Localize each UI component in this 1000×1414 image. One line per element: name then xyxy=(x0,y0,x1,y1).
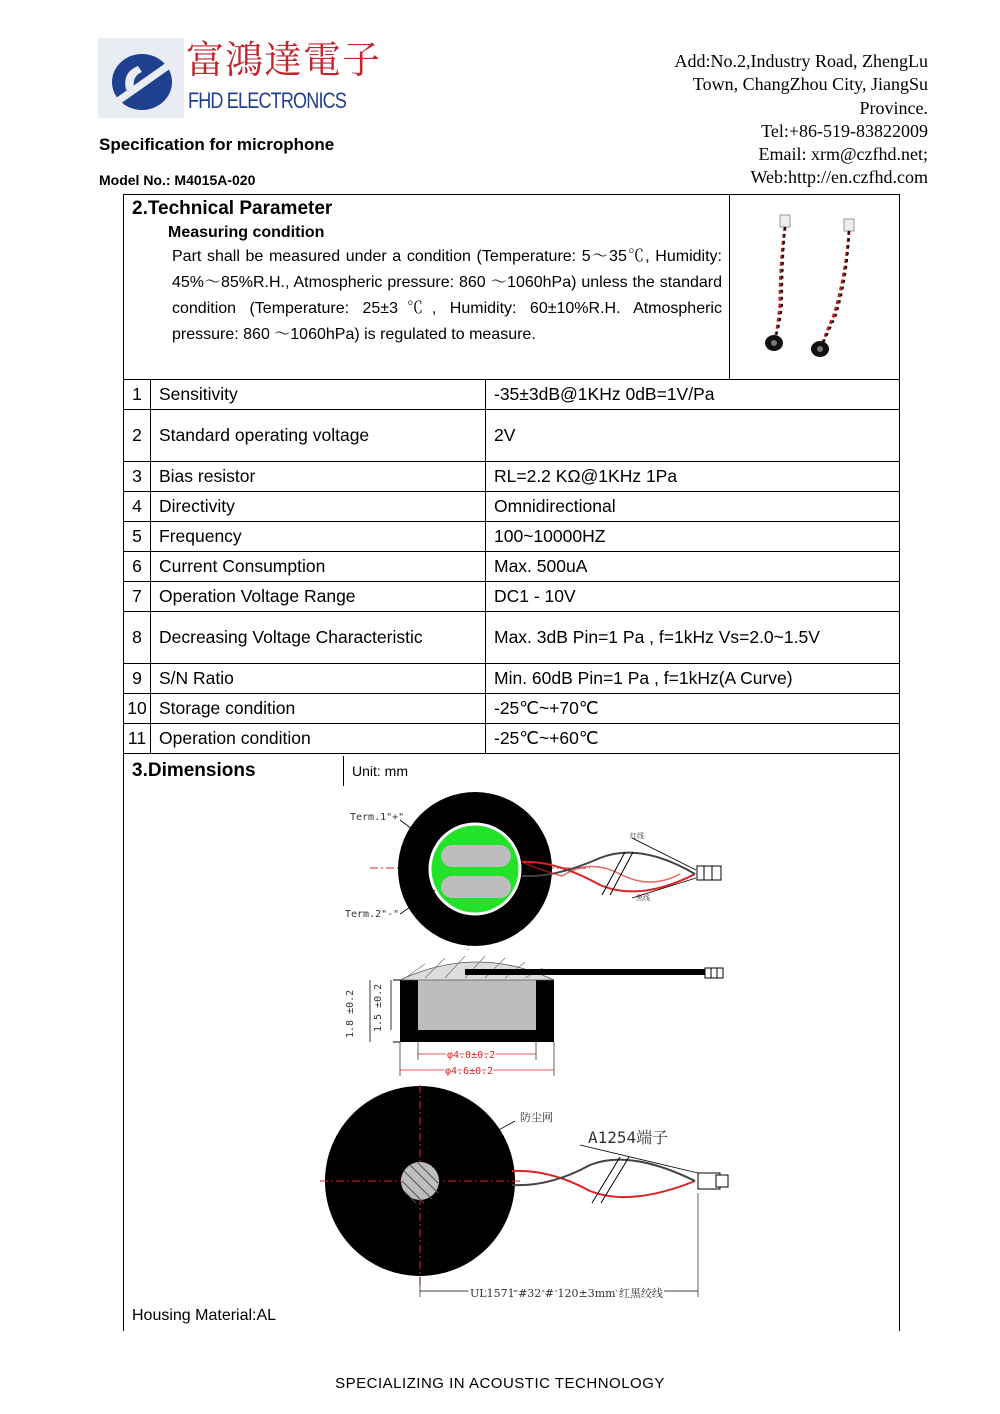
housing-material: Housing Material:AL xyxy=(132,1307,277,1324)
table-row xyxy=(124,462,900,492)
row-number: 6 xyxy=(124,552,151,582)
param-name: Bias resistor xyxy=(151,462,486,492)
website: Web:http://en.czfhd.com xyxy=(750,167,928,188)
row-number: 1 xyxy=(124,380,151,410)
row-number: 4 xyxy=(124,492,151,522)
table-row xyxy=(124,582,900,612)
param-name: Frequency xyxy=(151,522,486,552)
param-value: -25℃~+70℃ xyxy=(486,694,900,724)
logo-mark-icon xyxy=(98,38,184,118)
measuring-condition-heading: Measuring condition xyxy=(168,224,325,241)
parameters-table xyxy=(123,379,900,754)
table-row xyxy=(124,694,900,724)
wire-black-label: 黑线 xyxy=(636,894,650,902)
measuring-condition-text: Part shall be measured under a condition (Temperature: 5～35℃, Humidity: 45%～85%R.H., Atmospheric pressure: 860 ～1060hPa) unless the standard condition (Temperature: 25±3℃, Humidity: 60±10%R.H. Atmospheric pressure: 860 ～1060hPa) is regulated to measure. xyxy=(172,248,722,343)
param-name: Operation Voltage Range xyxy=(151,582,486,612)
term2-label: Term.2"-" xyxy=(345,909,400,920)
model-number: Model No.: M4015A-020 xyxy=(99,172,256,188)
microphone-photo xyxy=(736,205,896,375)
cable-label: UL1571 #32 # 120±3mm 红黑绞线 xyxy=(470,1287,664,1300)
term1-label: Term.1"+" xyxy=(350,812,405,823)
dia-outer-label: φ4.6±0.2 xyxy=(445,1066,494,1077)
param-name: S/N Ratio xyxy=(151,664,486,694)
table-row xyxy=(124,492,900,522)
height-inner-label: 1.5 ±0.2 xyxy=(373,983,384,1032)
param-value: 2V xyxy=(486,410,900,462)
param-value: RL=2.2 KΩ@1KHz 1Pa xyxy=(486,462,900,492)
row-number: 2 xyxy=(124,410,151,462)
unit-label: Unit: mm xyxy=(352,763,408,779)
dia-inner-label: φ4.0±0.2 xyxy=(447,1050,496,1061)
param-name: Sensitivity xyxy=(151,380,486,410)
company-address xyxy=(675,50,928,190)
row-number: 8 xyxy=(124,612,151,664)
param-name: Operation condition xyxy=(151,724,486,754)
param-value: Min. 60dB Pin=1 Pa , f=1kHz(A Curve) xyxy=(486,664,900,694)
table-row xyxy=(124,552,900,582)
param-name: Storage condition xyxy=(151,694,486,724)
connector-label: A1254端子 xyxy=(588,1128,669,1147)
table-row xyxy=(124,410,900,462)
email: Email: xrm@czfhd.net; xyxy=(758,144,928,165)
param-value: Omnidirectional xyxy=(486,492,900,522)
table-row xyxy=(124,522,900,552)
telephone: Tel:+86-519-83822009 xyxy=(761,120,928,141)
row-number: 5 xyxy=(124,522,151,552)
top-view-drawing xyxy=(340,790,740,950)
height-outer-label: 1.8 ±0.2 xyxy=(345,989,356,1038)
divider xyxy=(729,194,730,380)
table-row xyxy=(124,612,900,664)
row-number: 7 xyxy=(124,582,151,612)
document-title: Specification for microphone xyxy=(99,135,335,154)
company-logo xyxy=(98,38,382,118)
param-value: -35±3dB@1KHz 0dB=1V/Pa xyxy=(486,380,900,410)
wire-red-label: 红线 xyxy=(630,832,644,840)
bottom-view-drawing xyxy=(320,1085,760,1305)
footer-tagline: SPECIALIZING IN ACOUSTIC TECHNOLOGY xyxy=(335,1375,665,1392)
table-row xyxy=(124,380,900,410)
param-value: DC1 - 10V xyxy=(486,582,900,612)
param-name: Standard operating voltage xyxy=(151,410,486,462)
param-value: 100~10000HZ xyxy=(486,522,900,552)
param-name: Current Consumption xyxy=(151,552,486,582)
row-number: 9 xyxy=(124,664,151,694)
row-number: 3 xyxy=(124,462,151,492)
company-name-cn: 富鴻達電子 xyxy=(186,38,382,82)
dimensions-heading: 3.Dimensions xyxy=(132,760,256,781)
table-row xyxy=(124,724,900,754)
address-line: Add:No.2,Industry Road, ZhengLu xyxy=(674,51,928,71)
table-row xyxy=(124,664,900,694)
dust-net-label: 防尘网 xyxy=(520,1111,553,1124)
param-name: Decreasing Voltage Characteristic xyxy=(151,612,486,664)
section-heading: 2.Technical Parameter xyxy=(132,198,333,219)
param-value: Max. 500uA xyxy=(486,552,900,582)
param-name: Directivity xyxy=(151,492,486,522)
technical-parameter-section xyxy=(132,198,722,348)
param-value: -25℃~+60℃ xyxy=(486,724,900,754)
row-number: 11 xyxy=(124,724,151,754)
divider xyxy=(343,756,344,786)
param-value: Max. 3dB Pin=1 Pa , f=1kHz Vs=2.0~1.5V xyxy=(486,612,900,664)
address-line: Town, ChangZhou City, JiangSu xyxy=(692,74,928,95)
side-view-drawing xyxy=(335,950,755,1080)
address-line: Province. xyxy=(859,97,928,118)
company-name-en: FHD ELECTRONICS xyxy=(188,88,347,113)
row-number: 10 xyxy=(124,694,151,724)
